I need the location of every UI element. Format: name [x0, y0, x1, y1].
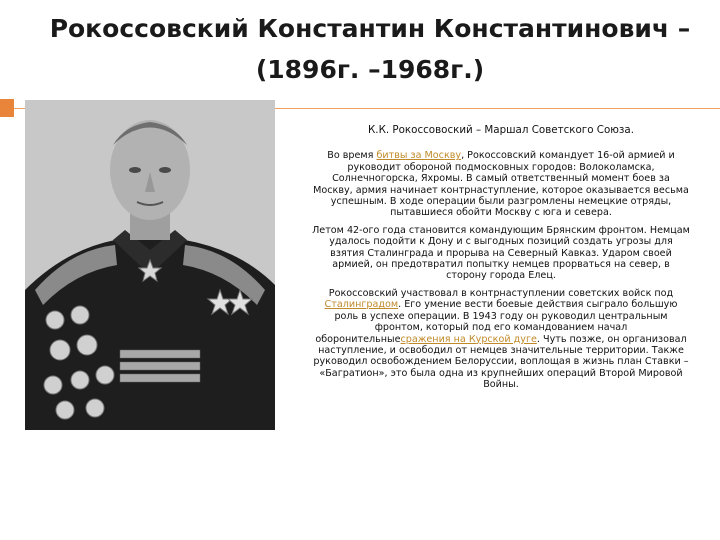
title-line-1: Рокоссовский Константин Константинович – — [49, 14, 691, 43]
link-stalingrad[interactable]: Сталинградом — [324, 299, 399, 311]
bio-paragraph-4 — [312, 288, 690, 391]
bio-p2-after: , Рокоссовский командует 16-ой армией и руководит обороной подмосковных городов: Волоколамска, Солнечногорска, Яхромы. В самый ответственный момент боев за Москву, армия начинает контрнаступление, которое оказывается весьма успешным. В ходе операции были разгромлены немецкие отряды, пытавшиеся обойти Москву с юга и севера. — [313, 150, 689, 219]
bio-paragraph-3: Летом 42-ого года становится командующим Брянским фронтом. Немцам удалось подойти к Дону и с выгодных позиций создать угрозы для взятия Сталинграда и прорыва на Северный Кавказ. Ударом своей армией, он предотвратил попытку немцев прорваться на север, в сторону города Елец. — [312, 224, 690, 282]
accent-marker — [0, 99, 14, 117]
slide-title — [40, 8, 700, 90]
link-kursk-battle[interactable]: сражения на Курской дуге — [400, 333, 537, 345]
portrait-illustration — [25, 100, 275, 430]
bio-p4-before: Рокоссовский участвовал в контрнаступлении советских войск под — [328, 287, 674, 299]
bio-paragraph-2 — [312, 150, 690, 218]
bio-paragraph-1: К.К. Рокоссовоский – Маршал Советского Союза. — [367, 124, 634, 136]
bio-p4-mid: . Его умение вести боевые действия сыграло большую роль в успехе операции. В 1943 году он руководил центральным фронтом, который под его командованием начал оборонительные — [315, 299, 678, 345]
portrait-photo — [25, 100, 275, 430]
bio-p4-after: . Чуть позже, он организовал наступление, и освободил от немцев значительные территории. Также руководил освобождением Белоруссии, воплощая в жизнь план Ставки – «Багратион», это была одна из крупнейших операций Второй Мировой Войны. — [313, 333, 689, 391]
link-battle-of-moscow[interactable]: битвы за Москву — [376, 150, 462, 162]
title-line-2: (1896г. –1968г.) — [255, 55, 485, 84]
bio-p2-before: Во время — [327, 150, 377, 162]
biography-text — [312, 125, 690, 397]
